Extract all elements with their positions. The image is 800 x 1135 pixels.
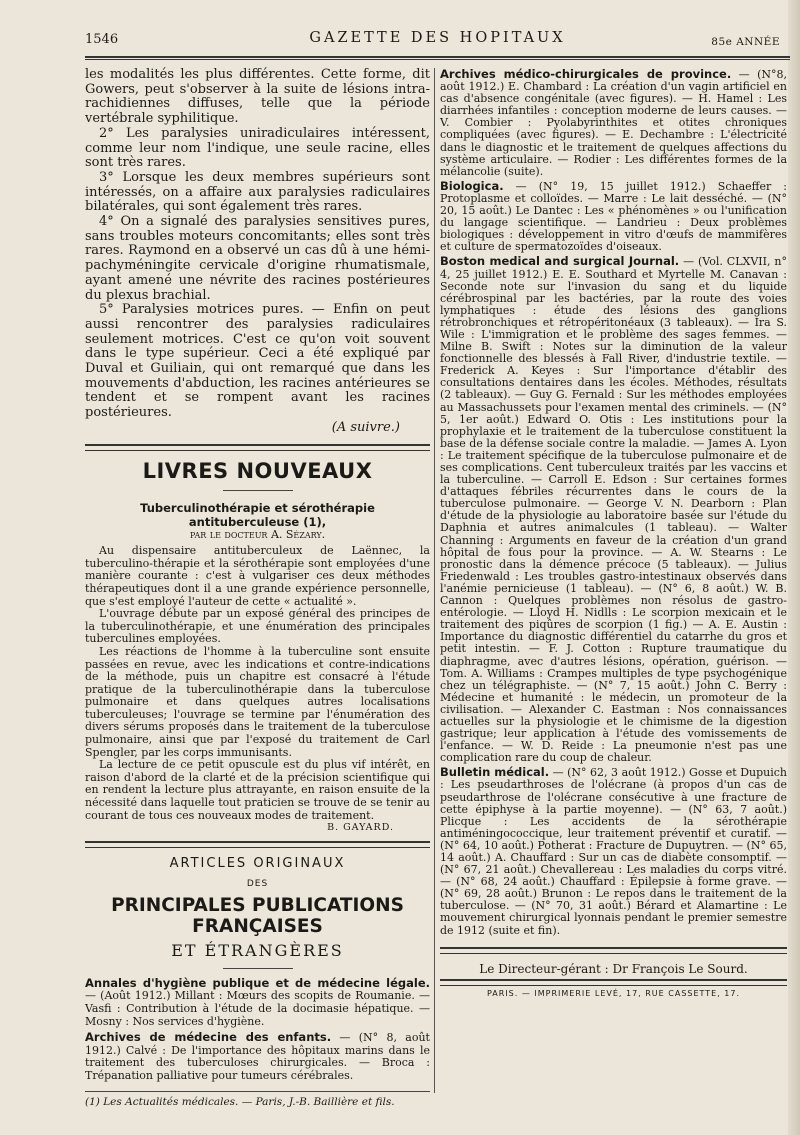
to-be-continued: (A suivre.) xyxy=(331,419,400,435)
paragraph: les modalités les plus différentes. Cette forme, dit Gowers, peut s'observer à la suite de lésions intra-rachidiennes diffuses, telle que la période vertébrale syphilitique. xyxy=(85,67,430,127)
footnote-rule xyxy=(85,1091,430,1092)
imprimerie: PARIS. — IMPRIMERIE LEVÉ, 17, RUE CASSETTE, 17. xyxy=(486,988,741,998)
publication-title: Archives médico-chirurgicales de province. xyxy=(440,67,732,81)
section-title-livres: LIVRES NOUVEAUX xyxy=(142,458,373,483)
page-header xyxy=(85,28,790,52)
publication-title: Bulletin médical. xyxy=(440,765,550,780)
publication-title: Biologica. xyxy=(440,178,504,193)
paragraph: 5° Paralysies motrices pures. — Enfin on peut aussi rencontrer des paralysies radiculaires seulement motrices. C'est ce qu'on voit souvent dans le type supérieur. Ceci a été expliqué par Duval et Guiliain, qui ont remarqué que dans les mouvements d'abduction, les racines antérieures se tendent et se rompent avant les racines postérieures. xyxy=(85,302,430,421)
paragraph: 4° On a signalé des paralysies sensitives pures, sans troubles moteurs concomitants; elles sont très rares. Raymond en a observé un cas dû à une hémi-pachyméningite cervicale d'origine rhumatismale, ayant amené une névrite des racines postérieures du plexus brachial. xyxy=(85,214,430,303)
publication-title: Boston medical and surgical Journal. xyxy=(440,254,680,269)
section-des: DES xyxy=(246,878,269,889)
year-label: 85e ANNÉE xyxy=(711,36,780,48)
publication-title: Annales d'hygiène publique et de médecine légale. xyxy=(85,975,430,990)
publication-title: Archives de médecine des enfants. xyxy=(85,1030,332,1045)
review-paragraph: La lecture de ce petit opuscule est du plus vif intérêt, en raison d'abord de la clarté et de la précision scientifique qui en rendent la lecture plus attrayante, en raison ensuite de la nécessité dans laquelle tout praticien se trouve de se tenir au courant de tous ces nouveaux modes de traitement. xyxy=(85,758,430,822)
right-column xyxy=(440,68,787,998)
publication-entry xyxy=(440,766,787,936)
review-paragraph: L'ouvrage débute par un exposé général des principes de la tuberculinothérapie, et une énumération des principales tuberculines employées. xyxy=(85,607,430,646)
publication-entry xyxy=(85,977,430,1028)
directeur-gerant: Le Directeur-gérant : Dr François Le Sourd. xyxy=(479,961,748,976)
publication-body: — (N° 62, 3 août 1912.) Gosse et Dupuich : Les pseudarthroses de l'olécrane (à propos d'un cas de pseudarthrose de l'olécrane consécutive à une fracture de cette épiphyse à la partie moyenne). — (N° 63, 7 août.) Plicque : Les accidents de la sérothérapie antiméningococcique, leur traitement préventif et curatif. — (N° 64, 10 août.) Potherat : Fracture de Dupuytren. — (N° 65, 14 août.) A. Chauffard : Sur un cas de diabète consomptif. — (N° 67, 21 août.) Chevallereau : Les maladies du corps vitré. — (N° 68, 24 août.) Chauffard : Épilepsie à forme grave. — (N° 69, 28 août.) Brunon : Le repos dans le traitement de la tuberculose. — (N° 70, 31 août.) Bérard et Alamartine : Le mouvement chirurgical lyonnais pendant le premier semestre de 1912 (suite et fin). xyxy=(440,766,787,937)
signature-rule xyxy=(440,947,787,954)
publication-entry xyxy=(85,1031,430,1082)
section-rule xyxy=(85,444,430,451)
publication-entry xyxy=(440,68,787,178)
review-paragraph: Les réactions de l'homme à la tuberculine sont ensuite passées en revue, avec les indications et contre-indications de la méthode, puis un chapitre est consacré à l'étude pratique de la tuberculinothérapie dans la tuberculose pulmonaire et dans quelques autres localisations tuberculeuses; l'ouvrage se termine par l'énumération des divers sérums proposés dans le traitement de la tuberculose pulmonaire, ainsi que par l'exposé du traitement de Carl Spengler, par les corps immunisants. xyxy=(85,644,430,759)
short-rule xyxy=(223,968,293,969)
footnote: (1) Les Actualités médicales. — Paris, J.-B. Baillière et fils. xyxy=(85,1095,395,1108)
section-title-articles: ARTICLES ORIGINAUX xyxy=(169,855,346,871)
publication-body: — (Vol. CLXVII, n° 4, 25 juillet 1912.) E. E. Southard et Myrtelle M. Canavan : Seconde note sur l'invasion du sang et du liquide cérébrospinal par les bactéries, par la route des voies lymphatiques : étude des lésions des ganglions rétrobronchiques et rétropéritonéaux (3 tableaux). — Ira S. Wile : L'immigration et le problème des sages femmes. — Milne B. Swift : Notes sur la diminution de la valeur fonctionnelle des blessés à Fall River, d'industrie textile. — Frederick A. Keyes : Sur l'importance d'établir des consultations dentaires dans les écoles. Méthodes, résultats (2 tableaux). — Guy G. Fernald : Sur les méthodes employées au Massachussets pour l'examen mental des criminels. — (N° 5, 1er août.) Edward O. Otis : Les institutions pour la prophylaxie et le traitement de la tuberculose constituent la base de la défense sociale contre la maladie. — James A. Lyon : Le traitement spécifique de la tuberculose pulmonaire et de ses complications. Cent tuberculeux traités par les vaccins et la tuberculine. — Carroll E. Edson : Sur certaines formes d'attaques fébriles récurrentes dans le cours de la tuberculose pulmonaire. — George V. N. Dearborn : Plan d'étude de la physiologie au laboratoire basée sur l'étude du Daphnia et autres animalcules (1 tableau). — Walter Channing : Arguments en faveur de la création d'un grand hôpital de fous pour la province. — A. W. Stearns : Le pronostic dans la démence précoce (5 tableaux). — Julius Friedenwald : Les troubles gastro-intestinaux observés dans l'anémie pernicieuse (1 tableau). — (N° 6, 8 août.) W. B. Cannon : Quelques problèmes non résolus de gastro-entérologie. — Lloyd H. Nidlls : Le scorpion mexicain et le traitement des piqûres de scorpion (1 fig.) — A. E. Austin : Importance du diagnostic différentiel du catarrhe du gros et petit intestin. — F. J. Cotton : Rupture traumatique du diaphragme, avec d'autres lésions, opération, guérison. — Tom. A. Williams : Crampes multiples de type psychogénique chez un télégraphiste. — (N° 7, 15 août.) John C. Berry : Médecine et humanité : le médecin, un promoteur de la civilisation. — Alexander C. Eastman : Nos connaissances actuelles sur la physiologie et le chimisme de la digestion gastrique; leur application à l'étude des vomissements de l'enfance. — W. D. Reide : La pneumonie n'est pas une complication rare du coup de chaleur. xyxy=(440,255,787,765)
page-edge xyxy=(788,0,800,1135)
section-rule xyxy=(85,841,430,848)
review-signature: B. GAYARD. xyxy=(327,822,394,834)
short-rule xyxy=(223,490,293,491)
publication-body: — (Août 1912.) Millant : Mœurs des scopits de Roumanie. — Vasfi : Contribution à l'étude de la docimasie hépatique. — Mosny : Nos services d'hygiène. xyxy=(85,989,430,1028)
page-number: 1546 xyxy=(85,32,119,47)
column-divider xyxy=(434,68,435,1093)
paragraph: 2° Les paralysies uniradiculaires intéressent, comme leur nom l'indique, une seule racine, elles sont très rares. xyxy=(85,125,430,171)
section-title-etrangeres: ET ÉTRANGÈRES xyxy=(171,940,344,960)
header-rule xyxy=(85,56,790,60)
publication-body: — (N° 8, août 1912.) Calvé : De l'importance des hôpitaux marins dans le traitement des tuberculoses chirurgicales. — Broca : Trépanation palliative pour tumeurs cérébrales. xyxy=(85,1031,430,1082)
section-title-principales: PRINCIPALES PUBLICATIONS FRANÇAISES xyxy=(111,894,404,937)
journal-title: GAZETTE DES HOPITAUX xyxy=(309,30,566,46)
left-column xyxy=(85,68,430,1108)
review-paragraph: Au dispensaire antituberculeux de Laënnec, la tuberculino-thérapie et la sérothérapie sont employées d'une manière courante : c'est à vulgariser ces deux méthodes thérapeutiques dont il a une grande expérience personnelle, que s'est employé l'auteur de cette « actualité ». xyxy=(85,544,430,608)
signature-rule xyxy=(440,979,787,986)
paragraph: 3° Lorsque les deux membres supérieurs sont intéressés, on a affaire aux paralysies radiculaires bilatérales, qui sont également très rares. xyxy=(85,169,430,215)
book-author: par le docteur A. Sézary. xyxy=(189,527,326,541)
publication-entry xyxy=(440,180,787,254)
book-title: Tuberculinothérapie et sérothérapie antituberculeuse (1), xyxy=(140,500,375,529)
publication-body: — (N°8, août 1912.) E. Chambard : La création d'un vagin artificiel en cas d'absence congénitale (avec figures). — H. Hamel : Les diarrhées infantiles : conception moderne de leurs causes. — V. Combier : Pyolabyrinthites et otites chroniques compliquées (avec figures). — E. Dechambre : L'électricité dans le diagnostic et le traitement de quelques affections du système articulaire. — Rodier : Les différentes formes de la mélancolie (suite). xyxy=(440,68,788,178)
publication-entry xyxy=(440,255,787,764)
publication-body: — (N° 19, 15 juillet 1912.) Schaeffer : Protoplasme et colloïdes. — Marre : Le lait desséché. — (N° 20, 15 août.) Le Dantec : Les « phénomènes » ou l'unification du langage scientifique. — Landrieu : Deux problèmes biologiques : développement in vitro d'œufs de mammifères et culture de spermatozoïdes d'oiseaux. xyxy=(440,179,787,254)
